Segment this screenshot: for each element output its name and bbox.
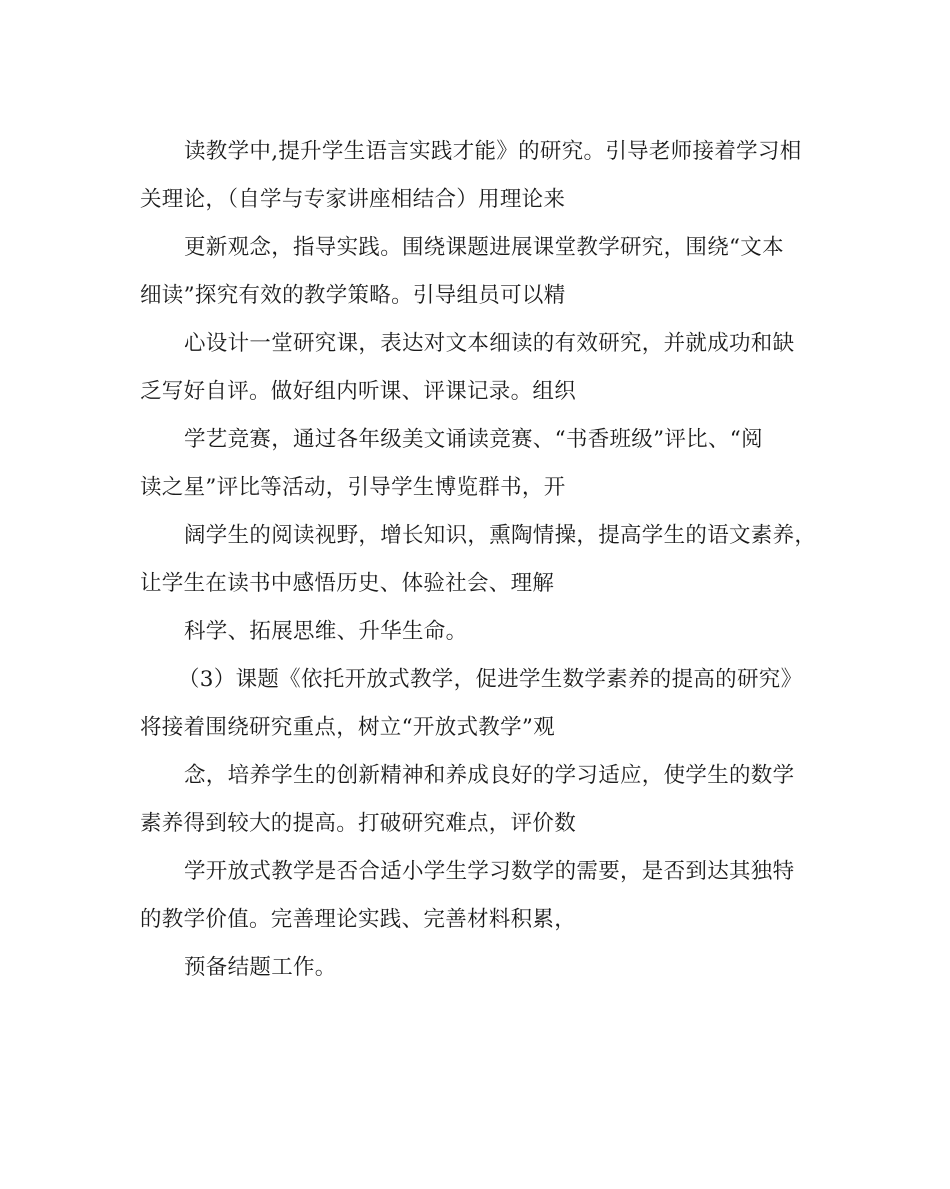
document-body <box>140 128 817 992</box>
text-line: 预备结题工作。 <box>184 955 337 980</box>
text-line: 素养得到较大的提高。打破研究难点，评价数 <box>140 811 577 836</box>
text-line: 让学生在读书中感悟历史、体验社会、理解 <box>140 571 555 596</box>
text-line: 阔学生的阅读视野，增长知识，熏陶情操，提高学生的语文素养， <box>184 523 817 548</box>
text-line: 学开放式教学是否合适小学生学习数学的需要，是否到达其独特 <box>184 859 795 884</box>
text-line: 的教学价值。完善理论实践、完善材料积累， <box>140 907 577 932</box>
text-line: 将接着围绕研究重点，树立“开放式教学”观 <box>140 715 555 740</box>
text-line: 念，培养学生的创新精神和养成良好的学习适应，使学生的数学 <box>184 763 795 788</box>
text-line: 细读”探究有效的教学策略。引导组员可以精 <box>140 283 566 308</box>
text-line: （3）课题《依托开放式教学，促进学生数学素养的提高的研究》 <box>178 667 803 692</box>
text-line: 更新观念，指导实践。围绕课题进展课堂教学研究，围绕“文本 <box>184 235 784 260</box>
text-line: 读教学中,提升学生语言实践才能》的研究。引导老师接着学习相 <box>184 139 802 164</box>
text-line: 科学、拓展思维、升华生命。 <box>184 619 468 644</box>
text-line: 乏写好自评。做好组内听课、评课记录。组织 <box>140 379 577 404</box>
text-line: 关理论，（自学与专家讲座相结合）用理论来 <box>140 187 566 212</box>
text-line: 学艺竞赛，通过各年级美文诵读竞赛、“书香班级”评比、“阅 <box>184 427 763 452</box>
text-line: 心设计一堂研究课，表达对文本细读的有效研究，并就成功和缺 <box>184 331 795 356</box>
text-line: 读之星”评比等活动，引导学生博览群书，开 <box>140 475 566 500</box>
